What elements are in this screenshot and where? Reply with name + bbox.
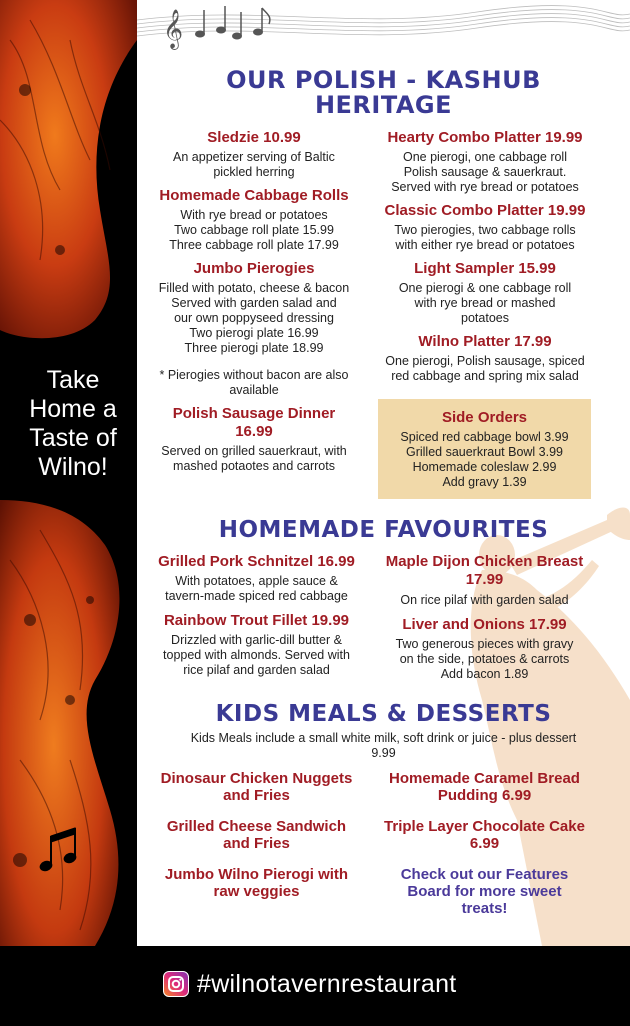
item-description xyxy=(144,574,369,604)
item-description xyxy=(372,637,597,682)
note-line: * Pierogies without bacon are also xyxy=(159,368,349,382)
desc-line: red cabbage and spring mix salad xyxy=(391,369,579,383)
desc-line: with rye bread or mashed xyxy=(414,296,556,310)
item-description xyxy=(370,354,600,384)
desc-line: our own poppyseed dressing xyxy=(174,311,334,325)
instagram-icon xyxy=(163,971,189,997)
desserts-right-column xyxy=(372,770,597,917)
item-name-line: 6.99 xyxy=(469,835,500,852)
desc-line: Two pierogies, two cabbage rolls xyxy=(394,223,576,237)
menu-item-light-sampler xyxy=(370,260,600,326)
features-line: treats! xyxy=(461,900,508,917)
item-description xyxy=(144,281,364,356)
kids-intro-line: Kids Meals include a small white milk, soft drink or juice - plus dessert xyxy=(190,731,577,745)
desc-line: One pierogi & one cabbage roll xyxy=(398,281,572,295)
heritage-left-column xyxy=(144,129,364,474)
pierogi-note xyxy=(144,368,364,398)
favourites-left-column xyxy=(144,553,369,678)
item-description xyxy=(144,208,364,253)
menu-item-maple-dijon-chicken xyxy=(372,553,597,608)
side-order-item: Homemade coleslaw 2.99 xyxy=(412,460,557,474)
favourites-section-title: HOMEMADE FAVOURITES xyxy=(218,517,549,543)
features-board-note xyxy=(372,866,597,917)
desc-line: Served on grilled sauerkraut, with xyxy=(161,444,347,458)
desc-line: with either rye bread or potatoes xyxy=(395,238,575,252)
side-orders-box xyxy=(378,399,591,499)
menu-item-sledzie xyxy=(144,129,364,180)
desc-line: On rice pilaf with garden salad xyxy=(400,593,569,607)
desc-line: An appetizer serving of Baltic xyxy=(173,150,335,164)
menu-main xyxy=(137,0,630,946)
kids-section-title: KIDS MEALS & DESSERTS xyxy=(215,701,552,727)
note-line: available xyxy=(229,383,279,397)
item-name: Rainbow Trout Fillet 19.99 xyxy=(163,612,350,629)
item-description xyxy=(370,281,600,326)
menu-item-classic-combo xyxy=(370,202,600,253)
kids-left-column xyxy=(144,770,369,900)
heritage-title-line2: HERITAGE xyxy=(314,91,453,119)
item-name: Homemade Cabbage Rolls xyxy=(159,187,349,204)
menu-item-pork-schnitzel xyxy=(144,553,369,604)
desc-line: Served with garden salad and xyxy=(171,296,337,310)
menu-item-polish-sausage xyxy=(144,405,364,474)
item-name-line: Grilled Cheese Sandwich xyxy=(166,818,347,835)
desc-line: potatoes xyxy=(461,311,509,325)
item-name: Light Sampler 15.99 xyxy=(414,260,556,277)
item-description xyxy=(144,633,369,678)
desc-line: Add bacon 1.89 xyxy=(440,667,529,681)
menu-item-jumbo-pierogies xyxy=(144,260,364,356)
item-name-line: and Fries xyxy=(223,835,290,852)
side-order-item: Grilled sauerkraut Bowl 3.99 xyxy=(405,445,564,459)
desc-line: Three pierogi plate 18.99 xyxy=(184,341,324,355)
features-line: Check out our Features xyxy=(400,866,569,883)
desc-line: Polish sausage & sauerkraut. xyxy=(403,165,567,179)
favourites-right-column xyxy=(372,553,597,682)
item-name-line: raw veggies xyxy=(213,883,300,900)
item-description xyxy=(372,593,597,608)
item-name: Sledzie 10.99 xyxy=(207,129,301,146)
item-name-line: Jumbo Wilno Pierogi with xyxy=(164,866,349,883)
side-order-item: Spiced red cabbage bowl 3.99 xyxy=(400,430,569,444)
desc-line: Drizzled with garlic-dill butter & xyxy=(171,633,342,647)
item-name: Jumbo Pierogies xyxy=(193,260,315,277)
side-orders-list xyxy=(378,430,591,490)
item-name: Hearty Combo Platter 19.99 xyxy=(387,129,583,146)
menu-item-liver-onions xyxy=(372,616,597,682)
kids-item-jumbo-pierogi xyxy=(144,866,369,900)
desc-line: pickled herring xyxy=(213,165,295,179)
desc-line: on the side, potatoes & carrots xyxy=(399,652,570,666)
menu-item-rainbow-trout xyxy=(144,612,369,678)
desc-line: Two cabbage roll plate 15.99 xyxy=(174,223,334,237)
kids-intro-price: 9.99 xyxy=(371,746,396,760)
item-description xyxy=(144,444,364,474)
item-name: Wilno Platter 17.99 xyxy=(418,333,552,350)
item-name-line: Pudding 6.99 xyxy=(437,787,532,804)
item-name-line: Dinosaur Chicken Nuggets xyxy=(160,770,353,787)
item-price: 17.99 xyxy=(465,571,504,588)
desc-line: topped with almonds. Served with xyxy=(163,648,350,662)
svg-text:𝄞: 𝄞 xyxy=(163,9,184,49)
desc-line: With rye bread or potatoes xyxy=(180,208,328,222)
item-description xyxy=(370,223,600,253)
kids-item-nuggets xyxy=(144,770,369,804)
item-name-line: Triple Layer Chocolate Cake xyxy=(384,818,585,835)
desc-line: mashed potaotes and carrots xyxy=(173,459,335,473)
item-name xyxy=(372,553,597,589)
desc-line: Two pierogi plate 16.99 xyxy=(189,326,319,340)
menu-item-wilno-platter xyxy=(370,333,600,384)
desc-line: Two generous pieces with gravy xyxy=(395,637,574,651)
desc-line: Served with rye bread or potatoes xyxy=(391,180,579,194)
dessert-chocolate-cake xyxy=(372,818,597,852)
left-decorative-panel xyxy=(0,0,137,946)
heritage-title-line1: OUR POLISH - KASHUB xyxy=(226,66,541,94)
item-name xyxy=(144,405,364,441)
item-name-line: Homemade Caramel Bread xyxy=(389,770,580,787)
dessert-caramel-bread-pudding xyxy=(372,770,597,804)
item-description xyxy=(370,150,600,195)
desc-line: tavern-made spiced red cabbage xyxy=(165,589,348,603)
kids-intro xyxy=(142,731,625,761)
item-name-line: Polish Sausage Dinner xyxy=(172,405,336,422)
hashtag-text: #wilnotavernrestaurant xyxy=(197,970,457,998)
desc-line: With potatoes, apple sauce & xyxy=(175,574,338,588)
item-price: 16.99 xyxy=(235,423,273,440)
heritage-right-column xyxy=(370,129,600,384)
item-name: Classic Combo Platter 19.99 xyxy=(384,202,586,219)
item-name: Liver and Onions 17.99 xyxy=(402,616,567,633)
menu-item-hearty-combo xyxy=(370,129,600,195)
kids-item-grilled-cheese xyxy=(144,818,369,852)
desc-line: Filled with potato, cheese & bacon xyxy=(158,281,350,295)
desc-line: One pierogi, Polish sausage, spiced xyxy=(385,354,585,368)
features-line: Board for more sweet xyxy=(407,883,562,900)
item-name-line: and Fries xyxy=(223,787,290,804)
desc-line: rice pilaf and garden salad xyxy=(183,663,330,677)
menu-item-cabbage-rolls xyxy=(144,187,364,253)
side-order-item: Add gravy 1.39 xyxy=(442,475,527,489)
heritage-section-title xyxy=(137,68,630,118)
item-description xyxy=(144,150,364,180)
tagline-text: Take Home a Taste of Wilno! xyxy=(29,366,117,481)
item-name-line: Maple Dijon Chicken Breast xyxy=(385,553,584,570)
side-orders-title: Side Orders xyxy=(441,409,528,426)
desc-line: One pierogi, one cabbage roll xyxy=(402,150,567,164)
item-name: Grilled Pork Schnitzel 16.99 xyxy=(158,553,355,570)
desc-line: Three cabbage roll plate 17.99 xyxy=(169,238,339,252)
